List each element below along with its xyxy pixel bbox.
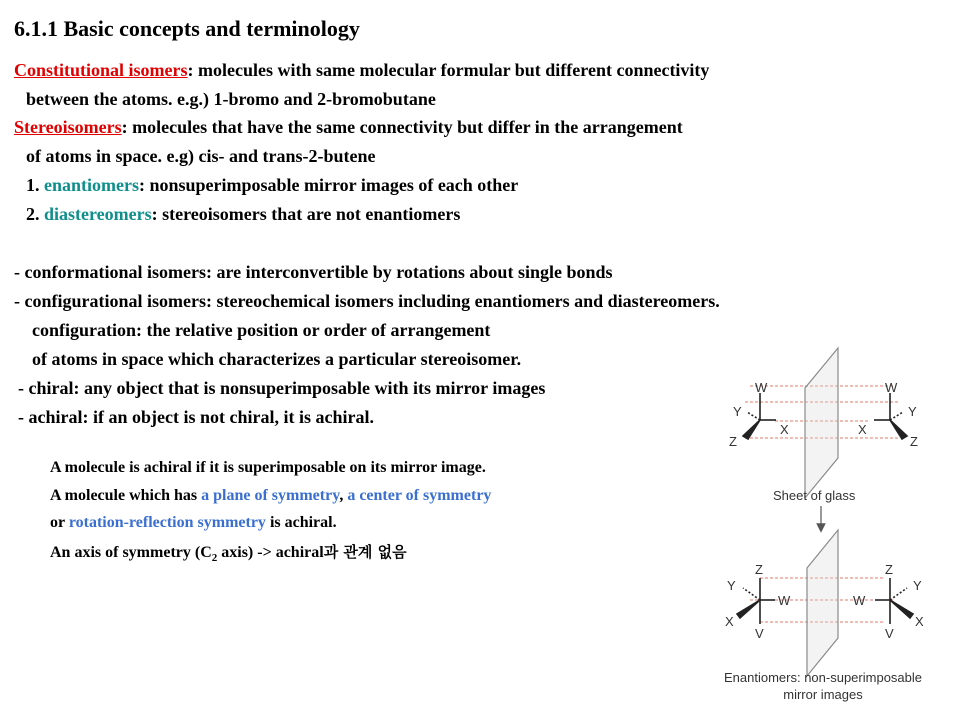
bottom-left-z: Z xyxy=(755,562,763,577)
center-of-symmetry: a center of symmetry xyxy=(347,487,492,504)
bottom-left-v: V xyxy=(755,626,764,641)
achiral-line: - achiral: if an object is not chiral, it is achiral. xyxy=(18,407,374,427)
note-line-2-comma: , xyxy=(339,487,348,504)
configuration-line-2: of atoms in space which characterizes a particular stereoisomer. xyxy=(32,349,522,369)
bottom-right-y: Y xyxy=(913,578,922,593)
note-line-4-korean: 과 관계 없음 xyxy=(323,543,407,561)
bottom-right-z: Z xyxy=(885,562,893,577)
page-title: 6.1.1 Basic concepts and terminology xyxy=(14,16,360,41)
chiral-line: - chiral: any object that is nonsuperimposable with its mirror images xyxy=(18,378,546,398)
note-line-4 xyxy=(50,541,407,564)
plane-of-symmetry: a plane of symmetry xyxy=(201,487,340,504)
stereoisomers-line xyxy=(14,117,683,138)
bottom-left-x: X xyxy=(725,614,734,629)
enantiomers-definition: : nonsuperimposable mirror images of each other xyxy=(138,175,519,195)
top-right-molecule xyxy=(874,393,907,439)
top-left-y: Y xyxy=(733,404,742,419)
top-left-molecule xyxy=(743,393,776,439)
top-right-y: Y xyxy=(908,404,917,419)
constitutional-definition: : molecules with same molecular formular but different connectivity xyxy=(187,60,710,80)
diastereomers-number: 2. xyxy=(26,204,44,224)
note-line-1: A molecule is achiral if it is superimposable on its mirror image. xyxy=(50,459,486,476)
stereoisomers-term: Stereoisomers xyxy=(14,117,122,137)
conformational-isomers-line: - conformational isomers: are interconvertible by rotations about single bonds xyxy=(14,262,613,282)
configuration-line-1: configuration: the relative position or order of arrangement xyxy=(32,320,491,340)
note-line-2-text: A molecule which has xyxy=(50,487,202,504)
note-line-3-end: is achiral. xyxy=(265,514,337,531)
note-line-3-text: or xyxy=(50,514,69,531)
constitutional-line xyxy=(14,60,709,81)
figure-caption-line-1: Enantiomers: non-superimposable xyxy=(724,670,922,685)
rotation-reflection-symmetry: rotation-reflection symmetry xyxy=(68,514,266,531)
bottom-right-molecule xyxy=(875,578,913,624)
enantiomers-item xyxy=(26,175,518,196)
bottom-left-molecule xyxy=(737,578,775,624)
note-line-3 xyxy=(50,514,337,532)
top-left-x: X xyxy=(780,422,789,437)
bottom-left-y: Y xyxy=(727,578,736,593)
bottom-glass-pane xyxy=(807,530,838,676)
c2-subscript: 2 xyxy=(211,552,218,565)
top-right-z: Z xyxy=(910,434,918,449)
enantiomers-number: 1. xyxy=(26,175,44,195)
top-left-w: W xyxy=(755,380,768,395)
top-right-x: X xyxy=(858,422,867,437)
stereoisomers-continuation: of atoms in space. e.g) cis- and trans-2-butene xyxy=(26,146,376,166)
diastereomers-term: diastereomers xyxy=(44,204,152,224)
enantiomers-term: enantiomers xyxy=(44,175,139,195)
mirror-image-figure xyxy=(705,338,955,718)
bottom-left-w: W xyxy=(778,593,791,608)
bottom-right-w: W xyxy=(853,593,866,608)
constitutional-continuation: between the atoms. e.g.) 1-bromo and 2-bromobutane xyxy=(26,89,436,109)
configurational-isomers-line: - configurational isomers: stereochemical isomers including enantiomers and diastereomers. xyxy=(14,291,720,311)
diastereomers-item xyxy=(26,204,460,225)
note-line-4-axis: axis) -> achiral xyxy=(217,544,324,561)
constitutional-term: Constitutional isomers xyxy=(14,60,188,80)
note-line-4-text: An axis of symmetry (C xyxy=(50,544,212,561)
top-glass-pane xyxy=(805,348,838,498)
top-right-w: W xyxy=(885,380,898,395)
bottom-right-x: X xyxy=(915,614,924,629)
stereoisomers-definition: : molecules that have the same connectivity but differ in the arrangement xyxy=(121,117,683,137)
sheet-of-glass-label: Sheet of glass xyxy=(773,488,856,503)
note-line-2 xyxy=(50,487,491,505)
bottom-right-v: V xyxy=(885,626,894,641)
diastereomers-definition: : stereoisomers that are not enantiomers xyxy=(151,204,461,224)
top-left-z: Z xyxy=(729,434,737,449)
figure-caption-line-2: mirror images xyxy=(783,687,863,702)
